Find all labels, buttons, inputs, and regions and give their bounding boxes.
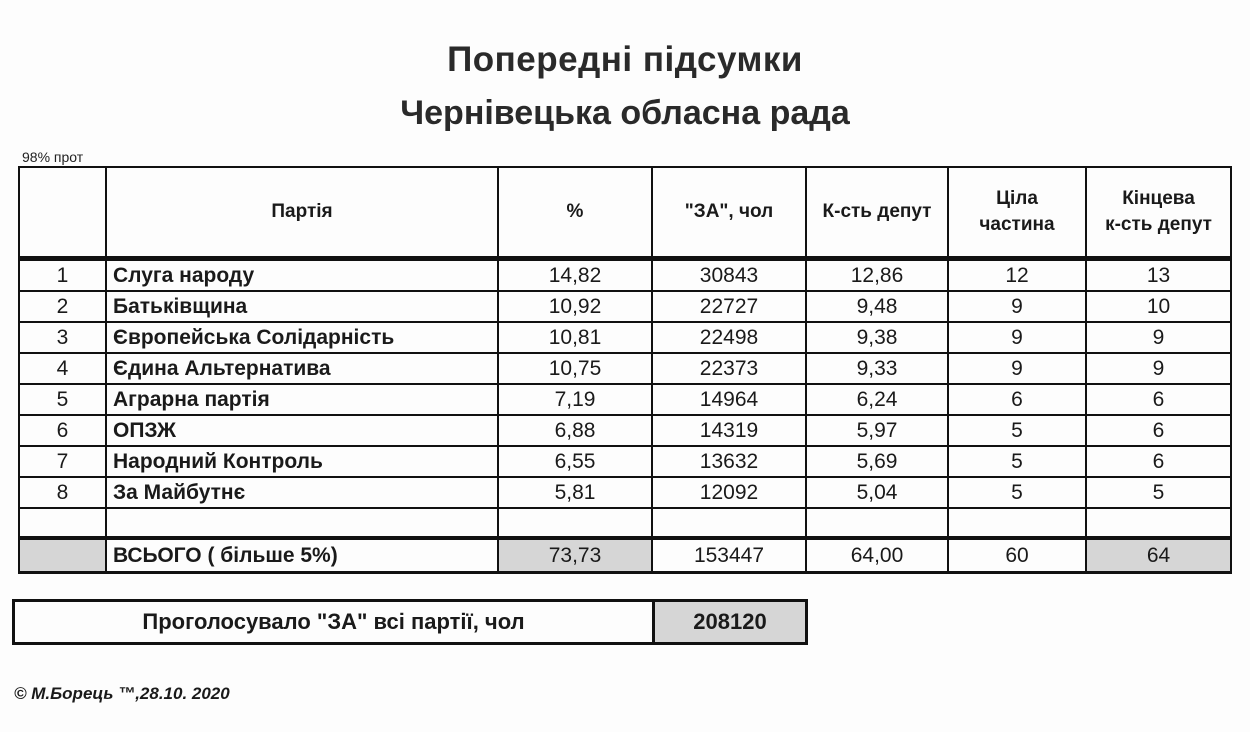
table-row: [19, 446, 1231, 477]
party-whole: 9: [948, 353, 1086, 384]
party-final: 6: [1086, 415, 1231, 446]
party-final: 10: [1086, 291, 1231, 322]
party-percent: 6,88: [498, 415, 652, 446]
header-votes: "ЗА", чол: [652, 167, 806, 259]
party-seats: 5,69: [806, 446, 948, 477]
party-votes: 12092: [652, 477, 806, 508]
row-number: 3: [19, 322, 106, 353]
header-whole-line1: Ціла: [996, 188, 1038, 209]
total-seats: 64,00: [806, 538, 948, 573]
party-whole: 9: [948, 291, 1086, 322]
voted-value: 208120: [655, 602, 805, 642]
party-final: 9: [1086, 353, 1231, 384]
party-seats: 9,38: [806, 322, 948, 353]
header-whole-line2: частина: [979, 214, 1055, 235]
total-votes: 153447: [652, 538, 806, 573]
party-seats: 6,24: [806, 384, 948, 415]
voted-summary: [12, 599, 808, 645]
party-percent: 10,92: [498, 291, 652, 322]
party-final: 13: [1086, 259, 1231, 292]
total-label: ВСЬОГО ( більше 5%): [106, 538, 498, 573]
party-whole: 5: [948, 415, 1086, 446]
total-whole: 60: [948, 538, 1086, 573]
party-name: Народний Контроль: [106, 446, 498, 477]
header-seats: К-сть депут: [806, 167, 948, 259]
party-seats: 5,97: [806, 415, 948, 446]
table-row: [19, 477, 1231, 508]
total-final: 64: [1086, 538, 1231, 573]
party-final: 5: [1086, 477, 1231, 508]
header-row: [19, 167, 1231, 259]
voted-label: Проголосувало "ЗА" всі партії, чол: [15, 602, 655, 642]
total-row: [19, 538, 1231, 573]
total-percent: 73,73: [498, 538, 652, 573]
party-name: Батьківщина: [106, 291, 498, 322]
table-row: [19, 291, 1231, 322]
page-title: Попередні підсумки: [447, 40, 803, 79]
party-whole: 9: [948, 322, 1086, 353]
party-votes: 22373: [652, 353, 806, 384]
party-seats: 9,48: [806, 291, 948, 322]
header-percent: %: [498, 167, 652, 259]
party-name: Слуга народу: [106, 259, 498, 292]
header-whole: [948, 167, 1086, 259]
table-row: [19, 415, 1231, 446]
party-votes: 22727: [652, 291, 806, 322]
row-number: 5: [19, 384, 106, 415]
party-percent: 5,81: [498, 477, 652, 508]
header-num: [19, 167, 106, 259]
header-party: Партія: [106, 167, 498, 259]
row-number: 6: [19, 415, 106, 446]
party-name: Європейська Солідарність: [106, 322, 498, 353]
party-whole: 5: [948, 477, 1086, 508]
protocols-note: 98% прот: [22, 149, 84, 165]
party-seats: 5,04: [806, 477, 948, 508]
row-number: 8: [19, 477, 106, 508]
party-whole: 5: [948, 446, 1086, 477]
page-subtitle: Чернівецька обласна рада: [400, 94, 850, 132]
party-percent: 14,82: [498, 259, 652, 292]
empty-row: [19, 508, 1231, 538]
party-name: Єдина Альтернатива: [106, 353, 498, 384]
row-number: 7: [19, 446, 106, 477]
party-votes: 13632: [652, 446, 806, 477]
party-votes: 30843: [652, 259, 806, 292]
copyright: © М.Борець ™,28.10. 2020: [14, 684, 230, 703]
party-final: 9: [1086, 322, 1231, 353]
party-whole: 12: [948, 259, 1086, 292]
party-votes: 22498: [652, 322, 806, 353]
party-votes: 14319: [652, 415, 806, 446]
party-name: ОПЗЖ: [106, 415, 498, 446]
total-num: [19, 538, 106, 573]
party-name: За Майбутнє: [106, 477, 498, 508]
party-final: 6: [1086, 384, 1231, 415]
party-percent: 10,75: [498, 353, 652, 384]
party-percent: 6,55: [498, 446, 652, 477]
party-percent: 10,81: [498, 322, 652, 353]
party-votes: 14964: [652, 384, 806, 415]
party-seats: 9,33: [806, 353, 948, 384]
row-number: 2: [19, 291, 106, 322]
header-final-line2: к-сть депут: [1105, 214, 1212, 235]
table-row: [19, 259, 1231, 292]
header-final-line1: Кінцева: [1122, 188, 1195, 209]
party-percent: 7,19: [498, 384, 652, 415]
row-number: 1: [19, 259, 106, 292]
party-whole: 6: [948, 384, 1086, 415]
party-final: 6: [1086, 446, 1231, 477]
party-name: Аграрна партія: [106, 384, 498, 415]
table-row: [19, 384, 1231, 415]
party-seats: 12,86: [806, 259, 948, 292]
table-row: [19, 322, 1231, 353]
table-row: [19, 353, 1231, 384]
results-table: [18, 166, 1232, 574]
row-number: 4: [19, 353, 106, 384]
header-final: [1086, 167, 1231, 259]
